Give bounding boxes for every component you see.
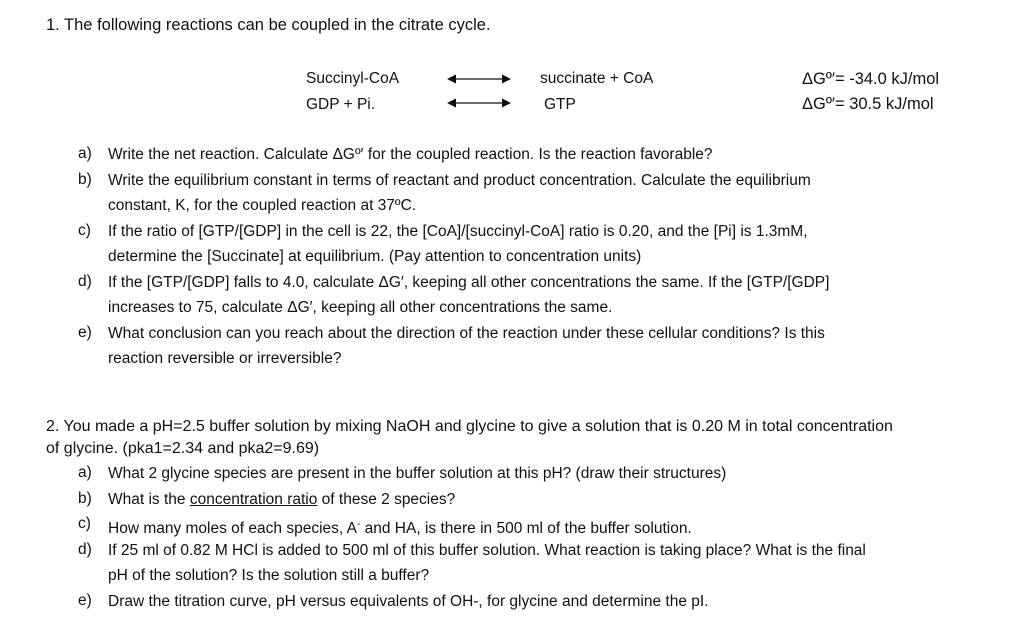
q2-item-c-superscript: - [356, 519, 361, 530]
q1-item-c-line-2: determine the [Succinate] at equilibrium. (Pay attention to concentration units) [108, 248, 642, 265]
q2-item-c-letter: c) [78, 515, 91, 532]
q1-item-b-line-2: constant, K, for the coupled reaction at 37ºC. [108, 197, 417, 214]
q2-item-d-line-2: pH of the solution? Is the solution still a buffer? [108, 567, 430, 584]
q2-item-a-letter: a) [78, 464, 92, 481]
q2-item-c-text-post: and HA, is there in 500 ml of the buffer solution. [360, 520, 692, 537]
q1-item-d-line-1: If the [GTP/[GDP] falls to 4.0, calculate ΔG′, keeping all other concentrations the same. If the [GTP/[GDP] [108, 274, 830, 291]
q2-item-e-text: Draw the titration curve, pH versus equivalents of OH-, for glycine and determine the pI. [108, 593, 709, 610]
question-2-intro-line-1: 2. You made a pH=2.5 buffer solution by mixing NaOH and glycine to give a solution that is 0.20 M in total concentration [46, 418, 893, 435]
reaction-1-reactant: Succinyl-CoA [306, 70, 400, 87]
q2-item-b-text-post: of these 2 species? [317, 491, 456, 508]
q1-item-d-letter: d) [78, 273, 92, 290]
q1-item-e-letter: e) [78, 324, 92, 341]
reaction-2-reactant: GDP + Pi. [306, 96, 376, 113]
q2-item-b-text [108, 487, 455, 513]
q1-item-b-line-1: Write the equilibrium constant in terms of reactant and product concentration. Calculate the equilibrium [108, 172, 811, 189]
q2-item-b-letter: b) [78, 490, 92, 507]
q1-item-c-line-1: If the ratio of [GTP/[GDP] in the cell is 22, the [CoA]/[succinyl-CoA] ratio is 0.20, and the [Pi] is 1.3mM, [108, 223, 808, 240]
q2-item-d-letter: d) [78, 541, 92, 558]
double-arrow-icon [447, 72, 511, 86]
reaction-1-delta-g: ΔGº′= -34.0 kJ/mol [802, 70, 940, 88]
q2-item-e-letter: e) [78, 592, 92, 609]
double-arrow-icon [447, 96, 511, 110]
q1-item-a-letter: a) [78, 145, 92, 162]
q2-item-b-text-pre: What is the [108, 491, 190, 508]
q2-item-c-text-pre: How many moles of each species, A [108, 520, 357, 537]
q1-item-e-line-2: reaction reversible or irreversible? [108, 350, 342, 367]
reaction-1-product: succinate + CoA [540, 70, 654, 87]
q1-item-b-letter: b) [78, 171, 92, 188]
question-1-heading: 1. The following reactions can be coupled in the citrate cycle. [46, 16, 491, 34]
q1-item-a-line-1: Write the net reaction. Calculate ΔGº′ for the coupled reaction. Is the reaction favorable? [108, 146, 713, 163]
reaction-2-delta-g: ΔGº′= 30.5 kJ/mol [802, 95, 934, 113]
q1-item-d-line-2: increases to 75, calculate ΔG′, keeping all other concentrations the same. [108, 299, 613, 316]
q1-item-e-line-1: What conclusion can you reach about the direction of the reaction under these cellular conditions? Is this [108, 325, 825, 342]
q1-item-c-letter: c) [78, 222, 91, 239]
question-2-intro-line-2: of glycine. (pka1=2.34 and pka2=9.69) [46, 440, 320, 457]
q2-item-b-underlined-term: concentration ratio [189, 491, 318, 508]
q2-item-d-line-1: If 25 ml of 0.82 M HCl is added to 500 ml of this buffer solution. What reaction is taking place? What is the final [108, 542, 866, 559]
reaction-2-product: GTP [544, 96, 576, 113]
q2-item-a-text: What 2 glycine species are present in the buffer solution at this pH? (draw their structures) [108, 465, 727, 482]
